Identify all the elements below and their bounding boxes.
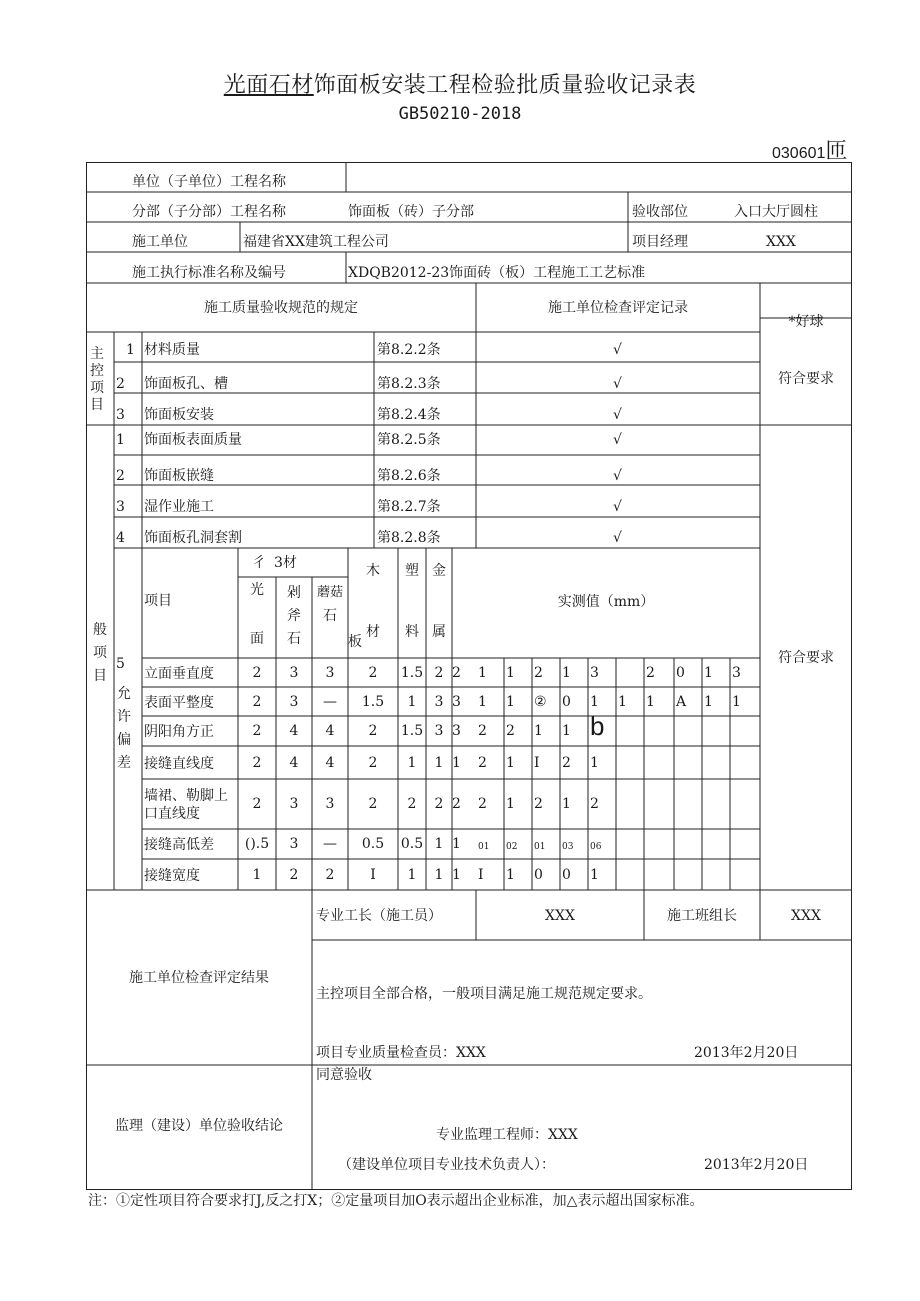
- deviation-item-name-line: 墙裙、勒脚上: [144, 788, 228, 804]
- title-rest: 饰面板安装工程检验批质量验收记录表: [313, 73, 697, 98]
- allowable-value: 3: [289, 693, 299, 710]
- foreman-value: XXX: [545, 908, 575, 924]
- measured-values-header: 实测值（mm）: [557, 594, 655, 610]
- general-item-name: 饰面板孔洞套割: [144, 530, 242, 546]
- allowable-deviation-no: 5: [116, 656, 125, 672]
- metal-header: 属: [432, 624, 446, 640]
- allowable-value: 4: [325, 754, 335, 771]
- measured-value: 2: [590, 796, 599, 812]
- allowable-value: 3: [452, 723, 461, 739]
- builder-label: 施工单位: [132, 234, 188, 250]
- measured-value: ②: [534, 693, 547, 710]
- allowable-value: 1: [434, 866, 444, 883]
- allowable-value: 3: [434, 723, 444, 739]
- supervision-column-header: *好球: [788, 314, 824, 330]
- supervision-date: 2013年2月20日: [704, 1157, 809, 1173]
- measured-value: 1: [646, 693, 655, 710]
- allowable-value: 3: [289, 664, 299, 681]
- main-item-clause: 第8.2.4条: [377, 407, 441, 423]
- general-item-no: 4: [116, 530, 125, 546]
- plastic-header: 塑: [405, 563, 419, 579]
- measured-value: I: [534, 754, 540, 771]
- allowable-value: 2: [325, 866, 335, 883]
- form-title: [0, 68, 920, 99]
- board-header: 板: [348, 634, 362, 650]
- measured-value: 1: [478, 664, 487, 681]
- measured-value: 1: [534, 723, 543, 739]
- footnote: 注：①定性项目符合要求打J,反之打X；②定量项目加O表示超出企业标准，加△表示超出国家标准。: [88, 1193, 704, 1209]
- measured-value: 0: [534, 866, 543, 883]
- measured-value: 1: [704, 693, 713, 710]
- deviation-item-name: [144, 665, 214, 683]
- form-code-number: 030601: [772, 145, 826, 162]
- measured-value: 1: [618, 693, 627, 710]
- allowable-value: 1: [407, 754, 417, 771]
- polished-header: 光: [250, 582, 264, 598]
- measured-value: 2: [646, 664, 655, 681]
- main-item-name: 材料质量: [144, 342, 200, 358]
- execution-standard-label: 施工执行标准名称及编号: [132, 265, 286, 281]
- allowable-value: 0.5: [400, 836, 424, 852]
- measured-value: 02: [506, 842, 518, 852]
- main-control-char: 控: [90, 363, 104, 379]
- allowable-value: 1.5: [400, 723, 424, 739]
- general-item-clause: 第8.2.7条: [377, 499, 441, 515]
- plastic-header: 料: [405, 624, 419, 640]
- allowable-value: 2: [434, 796, 444, 812]
- team-leader-value: XXX: [791, 908, 821, 924]
- allowable-value: 1: [252, 866, 262, 883]
- measured-value: 0: [562, 866, 571, 883]
- measured-value: 1: [562, 664, 571, 681]
- allowable-value: 2: [252, 664, 262, 681]
- project-manager-label: 项目经理: [632, 234, 688, 250]
- main-control-char: 目: [90, 397, 104, 413]
- team-leader-label: 施工班组长: [667, 908, 737, 924]
- general-char: 般: [93, 622, 107, 638]
- general-result: 符合要求: [778, 650, 834, 666]
- mushroom-stone-header: 蘑菇: [316, 585, 343, 600]
- measured-value: 01: [478, 842, 490, 852]
- builder-check-label: 施工单位检查评定结果: [129, 970, 269, 986]
- spec-column-header: 施工质量验收规范的规定: [204, 300, 358, 316]
- allowable-value: 1: [407, 866, 417, 883]
- allowable-value: 3: [434, 693, 444, 710]
- allowable-value: 2: [252, 693, 262, 710]
- subdivision-label: 分部（子分部）工程名称: [132, 204, 286, 220]
- deviation-item-header: 项目: [144, 593, 172, 609]
- main-item-name: 饰面板孔、槽: [144, 376, 228, 392]
- builder-value: 福建省XX建筑工程公司: [243, 234, 389, 250]
- allowable-value: 1.5: [400, 664, 424, 681]
- main-item-mark: √: [613, 376, 622, 392]
- inspection-part-label: 验收部位: [632, 204, 688, 220]
- allowable-char: 允: [117, 686, 131, 702]
- general-item-mark: √: [613, 499, 622, 515]
- metal-header: 金: [432, 563, 446, 579]
- general-item-no: 3: [116, 499, 125, 515]
- allowable-value: I: [370, 866, 376, 883]
- allowable-value: —: [323, 693, 337, 710]
- builder-check-date: 2013年2月20日: [694, 1045, 799, 1061]
- deviation-item-name: [144, 867, 200, 885]
- general-item-no: 2: [116, 468, 125, 484]
- general-item-name: 饰面板表面质量: [144, 432, 242, 448]
- supervision-opinion: 同意验收: [316, 1067, 372, 1083]
- general-char: 目: [93, 668, 107, 684]
- stone-group-char: 彳: [252, 555, 266, 571]
- measured-value: 06: [590, 842, 602, 852]
- general-item-clause: 第8.2.5条: [377, 432, 441, 448]
- measured-value: 1: [704, 664, 713, 681]
- deviation-item-name: [144, 723, 214, 741]
- measured-value: 1: [506, 664, 515, 681]
- measured-value: 1: [590, 866, 599, 883]
- measured-value: 2: [562, 754, 571, 771]
- general-item-clause: 第8.2.6条: [377, 468, 441, 484]
- polished-header: 面: [250, 631, 264, 647]
- allowable-value: 2: [252, 796, 262, 812]
- allowable-value: 2: [368, 664, 378, 681]
- allowable-value: 1.5: [361, 693, 385, 710]
- owner-representative: （建设单位项目专业技术负责人）：: [338, 1157, 555, 1173]
- measured-value: A: [676, 693, 687, 710]
- deviation-item-name-line: 接缝高低差: [144, 837, 214, 853]
- allowable-value: 2: [407, 796, 417, 812]
- measured-value: 1: [506, 754, 515, 771]
- allowable-value: 1: [434, 754, 444, 771]
- allowable-value: 2: [289, 866, 299, 883]
- main-item-no: 1: [126, 342, 135, 358]
- measured-value: b: [590, 711, 605, 741]
- main-control-char: 主: [90, 346, 104, 362]
- allowable-value: 3: [325, 796, 335, 812]
- measured-value: 03: [562, 842, 574, 852]
- unit-project-label: 单位（子单位）工程名称: [132, 174, 286, 190]
- main-item-clause: 第8.2.2条: [377, 342, 441, 358]
- measured-value: 2: [478, 796, 487, 812]
- general-item-mark: √: [613, 432, 622, 448]
- deviation-item-name-line: 阴阳角方正: [144, 724, 214, 740]
- standard-code: GB50210-2018: [398, 104, 522, 124]
- measured-value: 1: [506, 693, 515, 710]
- allowable-value: 1: [452, 836, 461, 852]
- main-item-name: 饰面板安装: [144, 407, 214, 423]
- general-item-name: 湿作业施工: [144, 499, 214, 515]
- general-item-clause: 第8.2.8条: [377, 530, 441, 546]
- measured-value: 3: [732, 664, 741, 681]
- measured-value: 1: [732, 693, 741, 710]
- measured-value: 1: [506, 866, 515, 883]
- measured-value: 0: [562, 693, 571, 710]
- deviation-item-name-line: 立面垂直度: [144, 665, 214, 682]
- allowable-deviation-label: [116, 686, 132, 772]
- form-code-suffix: 匝: [825, 138, 848, 163]
- allowable-value: 2: [368, 754, 378, 771]
- measured-value: 0: [676, 664, 685, 681]
- measured-value: 2: [478, 723, 487, 739]
- measured-value: 1: [590, 693, 599, 710]
- allowable-value: 2: [434, 664, 444, 681]
- allowable-char: 偏: [117, 732, 131, 748]
- general-item-mark: √: [613, 468, 622, 484]
- deviation-item-name: [144, 755, 214, 773]
- wood-header: 木: [366, 563, 380, 579]
- measured-value: 2: [506, 723, 515, 739]
- allowable-value: 0.5: [361, 836, 385, 852]
- builder-conclusion: 主控项目全部合格，一般项目满足施工规范规定要求。: [316, 986, 652, 1002]
- measured-value: 1: [506, 796, 515, 812]
- form-code: [772, 134, 847, 165]
- allowable-value: 2: [368, 796, 378, 812]
- inspection-sheet: [86, 162, 852, 1173]
- measured-value: 1: [562, 796, 571, 812]
- deviation-item-name-line: 表面平整度: [144, 694, 214, 711]
- deviation-item-name-line: 口直线度: [144, 806, 200, 822]
- wood-header: 材: [366, 624, 380, 640]
- record-column-header: 施工单位检查评定记录: [548, 300, 688, 316]
- measured-value: 2: [534, 796, 543, 812]
- allowable-value: 2: [368, 723, 378, 739]
- foreman-label: 专业工长（施工员）: [316, 908, 442, 924]
- measured-value: 2: [478, 754, 487, 771]
- allowable-value: —: [323, 836, 337, 852]
- measured-value: 1: [590, 754, 599, 771]
- allowable-value: 3: [289, 836, 299, 852]
- axed-stone-header: 剁: [287, 585, 301, 601]
- allowable-value: 2: [452, 664, 461, 681]
- allowable-value: 3: [289, 796, 299, 812]
- general-char: 项: [93, 645, 107, 661]
- main-item-no: 3: [116, 407, 125, 423]
- inspection-part-value: 入口大厅圆柱: [734, 204, 818, 220]
- allowable-value: ().5: [244, 836, 270, 852]
- allowable-value: 1: [452, 754, 461, 771]
- subdivision-value: 饰面板（砖）子分部: [348, 204, 474, 220]
- execution-standard-value: XDQB2012-23饰面砖（板）工程施工工艺标准: [348, 265, 646, 281]
- measured-value: 1: [478, 693, 487, 710]
- deviation-item-name-line: 接缝宽度: [144, 867, 200, 884]
- supervision-engineer: 专业监理工程师：XXX: [436, 1127, 578, 1143]
- supervision-label: 监理（建设）单位验收结论: [115, 1118, 283, 1134]
- main-item-mark: √: [613, 407, 622, 423]
- allowable-value: 2: [452, 796, 461, 812]
- title-material: 光面石材: [223, 73, 314, 98]
- general-item-mark: √: [613, 530, 622, 546]
- allowable-value: 3: [452, 693, 461, 710]
- general-item-name: 饰面板嵌缝: [144, 468, 214, 484]
- main-item-no: 2: [116, 376, 125, 392]
- main-control-char: 项: [90, 380, 104, 396]
- deviation-item-name: [144, 694, 214, 712]
- allowable-value: 4: [289, 754, 299, 771]
- allowable-value: 4: [289, 723, 299, 739]
- allowable-value: 1: [452, 866, 461, 883]
- axed-stone-header: 斧: [287, 608, 301, 624]
- measured-value: 1: [562, 723, 571, 739]
- allowable-value: 4: [325, 723, 335, 739]
- allowable-value: 2: [252, 754, 262, 771]
- allowable-value: 1: [407, 693, 417, 710]
- mushroom-stone-header: 石: [323, 608, 337, 624]
- main-control-result: 符合要求: [778, 371, 834, 387]
- measured-value: 2: [534, 664, 543, 681]
- main-item-mark: √: [613, 342, 622, 358]
- main-control-label: [89, 346, 105, 414]
- quality-inspector: 项目专业质量检查员：XXX: [316, 1045, 486, 1061]
- allowable-char: 许: [117, 709, 131, 725]
- allowable-value: 2: [252, 723, 262, 739]
- deviation-item-name: [144, 836, 214, 854]
- allowable-value: 3: [325, 664, 335, 681]
- deviation-item-name: [144, 787, 228, 823]
- allowable-value: 1: [434, 836, 444, 852]
- stone-group-char: 3材: [274, 555, 297, 571]
- general-label: [92, 622, 108, 685]
- project-manager-value: XXX: [766, 234, 796, 250]
- measured-value: I: [478, 866, 484, 883]
- main-item-clause: 第8.2.3条: [377, 376, 441, 392]
- general-item-no: 1: [116, 432, 125, 448]
- measured-value: 01: [534, 842, 546, 852]
- measured-value: 3: [590, 664, 599, 681]
- allowable-char: 差: [117, 755, 131, 771]
- deviation-item-name-line: 接缝直线度: [144, 755, 214, 772]
- axed-stone-header: 石: [287, 631, 301, 647]
